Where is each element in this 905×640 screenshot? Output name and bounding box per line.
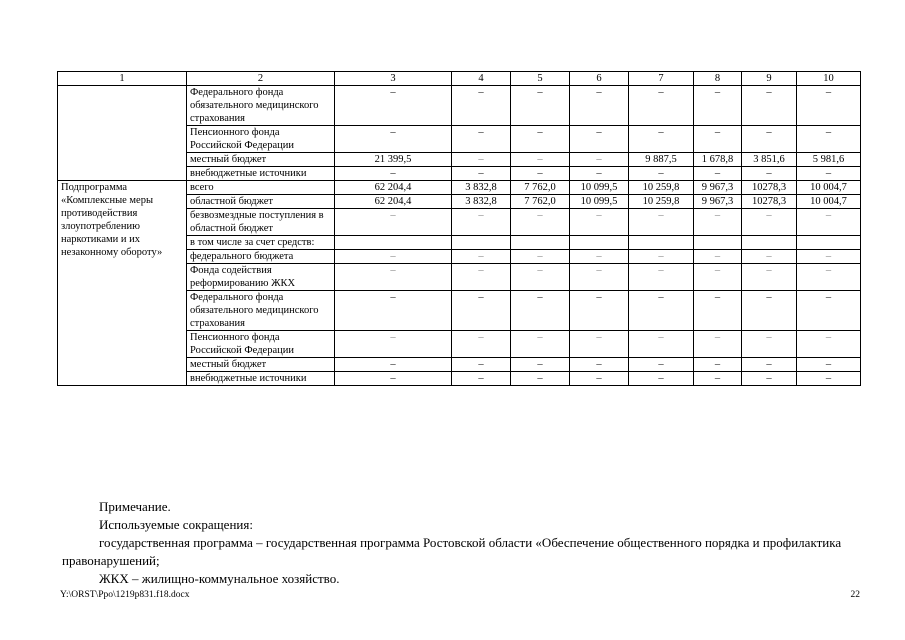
funding-source-label: Федерального фонда обязательного медицинского страхования (187, 291, 335, 331)
value-cell: – (335, 358, 452, 372)
value-cell: – (742, 250, 797, 264)
value-cell: – (797, 86, 861, 126)
table-row (58, 181, 861, 195)
value-cell: – (335, 331, 452, 358)
value-cell: – (694, 372, 742, 386)
funding-source-label: Пенсионного фонда Российской Федерации (187, 331, 335, 358)
value-cell: – (570, 358, 629, 372)
value-cell: 10278,3 (742, 195, 797, 209)
value-cell: – (452, 86, 511, 126)
value-cell: – (511, 86, 570, 126)
value-cell (742, 236, 797, 250)
table-header-row (58, 72, 861, 86)
table-body (58, 86, 861, 386)
value-cell: – (629, 358, 694, 372)
value-cell: – (570, 250, 629, 264)
value-cell: – (797, 167, 861, 181)
column-header: 5 (511, 72, 570, 86)
value-cell: 21 399,5 (335, 153, 452, 167)
value-cell: – (335, 250, 452, 264)
value-cell: – (452, 264, 511, 291)
column-header: 8 (694, 72, 742, 86)
value-cell: – (452, 209, 511, 236)
funding-source-label: внебюджетные источники (187, 167, 335, 181)
value-cell: – (452, 153, 511, 167)
value-cell: – (511, 331, 570, 358)
value-cell: – (452, 126, 511, 153)
funding-source-label: внебюджетные источники (187, 372, 335, 386)
column-header: 3 (335, 72, 452, 86)
note-title: Примечание. (99, 499, 171, 514)
value-cell: – (797, 209, 861, 236)
value-cell: – (570, 209, 629, 236)
value-cell: – (797, 264, 861, 291)
value-cell: – (629, 167, 694, 181)
value-cell: – (452, 167, 511, 181)
value-cell: 7 762,0 (511, 181, 570, 195)
value-cell: – (570, 372, 629, 386)
value-cell: 62 204,4 (335, 181, 452, 195)
value-cell: – (511, 291, 570, 331)
value-cell (452, 236, 511, 250)
value-cell: 3 851,6 (742, 153, 797, 167)
value-cell: – (511, 250, 570, 264)
program-name-cell (58, 86, 187, 181)
value-cell (694, 236, 742, 250)
value-cell (511, 236, 570, 250)
value-cell: – (742, 86, 797, 126)
value-cell: – (797, 372, 861, 386)
funding-source-label: областной бюджет (187, 195, 335, 209)
program-name-cell: Подпрограмма «Комплексные меры противодействия злоупотреблению наркотиками и их незаконному обороту» (58, 181, 187, 386)
table-row (58, 86, 861, 126)
value-cell: – (742, 264, 797, 291)
value-cell: 62 204,4 (335, 195, 452, 209)
value-cell: – (335, 126, 452, 153)
value-cell: 3 832,8 (452, 195, 511, 209)
column-header: 4 (452, 72, 511, 86)
value-cell: 3 832,8 (452, 181, 511, 195)
funding-source-label: федерального бюджета (187, 250, 335, 264)
value-cell: – (694, 209, 742, 236)
value-cell: – (797, 331, 861, 358)
value-cell: – (694, 264, 742, 291)
value-cell: – (511, 358, 570, 372)
abbreviation-zhkh: ЖКХ – жилищно-коммунальное хозяйство. (99, 571, 340, 586)
value-cell: – (452, 358, 511, 372)
value-cell: – (629, 250, 694, 264)
funding-source-label: местный бюджет (187, 358, 335, 372)
value-cell: – (511, 153, 570, 167)
value-cell: 10 004,7 (797, 195, 861, 209)
value-cell: – (629, 264, 694, 291)
value-cell: – (742, 358, 797, 372)
funding-source-label: всего (187, 181, 335, 195)
column-header: 1 (58, 72, 187, 86)
value-cell: – (335, 167, 452, 181)
value-cell (629, 236, 694, 250)
value-cell: – (629, 126, 694, 153)
funding-source-label: Фонда содействия реформированию ЖКХ (187, 264, 335, 291)
value-cell: – (511, 372, 570, 386)
value-cell: – (335, 264, 452, 291)
value-cell: 5 981,6 (797, 153, 861, 167)
value-cell: – (742, 331, 797, 358)
column-header: 6 (570, 72, 629, 86)
column-header: 10 (797, 72, 861, 86)
value-cell: – (511, 167, 570, 181)
value-cell: 10 004,7 (797, 181, 861, 195)
funding-source-label: местный бюджет (187, 153, 335, 167)
funding-source-label: безвозмездные поступления в областной бюджет (187, 209, 335, 236)
value-cell: – (335, 86, 452, 126)
value-cell: – (797, 291, 861, 331)
value-cell: 9 967,3 (694, 181, 742, 195)
value-cell: – (452, 250, 511, 264)
value-cell: – (511, 209, 570, 236)
value-cell: – (742, 291, 797, 331)
page-number: 22 (850, 590, 860, 600)
abbreviations-heading: Используемые сокращения: (99, 517, 253, 532)
value-cell: – (570, 153, 629, 167)
value-cell: – (570, 264, 629, 291)
value-cell: – (694, 167, 742, 181)
value-cell: – (570, 291, 629, 331)
value-cell: – (570, 167, 629, 181)
column-header: 9 (742, 72, 797, 86)
budget-table (57, 71, 861, 386)
abbreviation-program: государственная программа – государственная программа Ростовской области «Обеспечение общественного порядка и профилактика правонарушений; (62, 535, 842, 568)
value-cell: 9 967,3 (694, 195, 742, 209)
value-cell: – (452, 291, 511, 331)
value-cell: – (629, 372, 694, 386)
value-cell: 10 259,8 (629, 195, 694, 209)
value-cell: – (742, 126, 797, 153)
column-header: 2 (187, 72, 335, 86)
value-cell: 10 099,5 (570, 195, 629, 209)
value-cell: – (694, 126, 742, 153)
value-cell: – (629, 209, 694, 236)
footer-file-path: Y:\ORST\Ppo\1219p831.f18.docx (60, 590, 190, 600)
note-section (62, 498, 862, 588)
value-cell: – (452, 331, 511, 358)
value-cell: – (511, 126, 570, 153)
value-cell: – (694, 358, 742, 372)
value-cell: – (335, 372, 452, 386)
value-cell: – (797, 250, 861, 264)
value-cell: – (570, 86, 629, 126)
value-cell: – (694, 250, 742, 264)
value-cell: – (452, 372, 511, 386)
value-cell: – (797, 358, 861, 372)
value-cell: – (629, 86, 694, 126)
value-cell (570, 236, 629, 250)
value-cell (335, 236, 452, 250)
value-cell: – (742, 372, 797, 386)
value-cell: – (335, 291, 452, 331)
value-cell: – (335, 209, 452, 236)
value-cell: – (797, 126, 861, 153)
funding-source-label: Федерального фонда обязательного медицинского страхования (187, 86, 335, 126)
value-cell: – (742, 209, 797, 236)
value-cell: 1 678,8 (694, 153, 742, 167)
value-cell: – (694, 331, 742, 358)
value-cell: 10 259,8 (629, 181, 694, 195)
value-cell: – (694, 86, 742, 126)
value-cell: – (742, 167, 797, 181)
value-cell: 10278,3 (742, 181, 797, 195)
column-header: 7 (629, 72, 694, 86)
value-cell: – (511, 264, 570, 291)
value-cell: – (629, 331, 694, 358)
value-cell: 7 762,0 (511, 195, 570, 209)
value-cell: – (629, 291, 694, 331)
value-cell: – (694, 291, 742, 331)
value-cell: – (570, 331, 629, 358)
funding-source-label: Пенсионного фонда Российской Федерации (187, 126, 335, 153)
value-cell: – (570, 126, 629, 153)
value-cell: 9 887,5 (629, 153, 694, 167)
funding-source-label: в том числе за счет средств: (187, 236, 335, 250)
value-cell: 10 099,5 (570, 181, 629, 195)
value-cell (797, 236, 861, 250)
